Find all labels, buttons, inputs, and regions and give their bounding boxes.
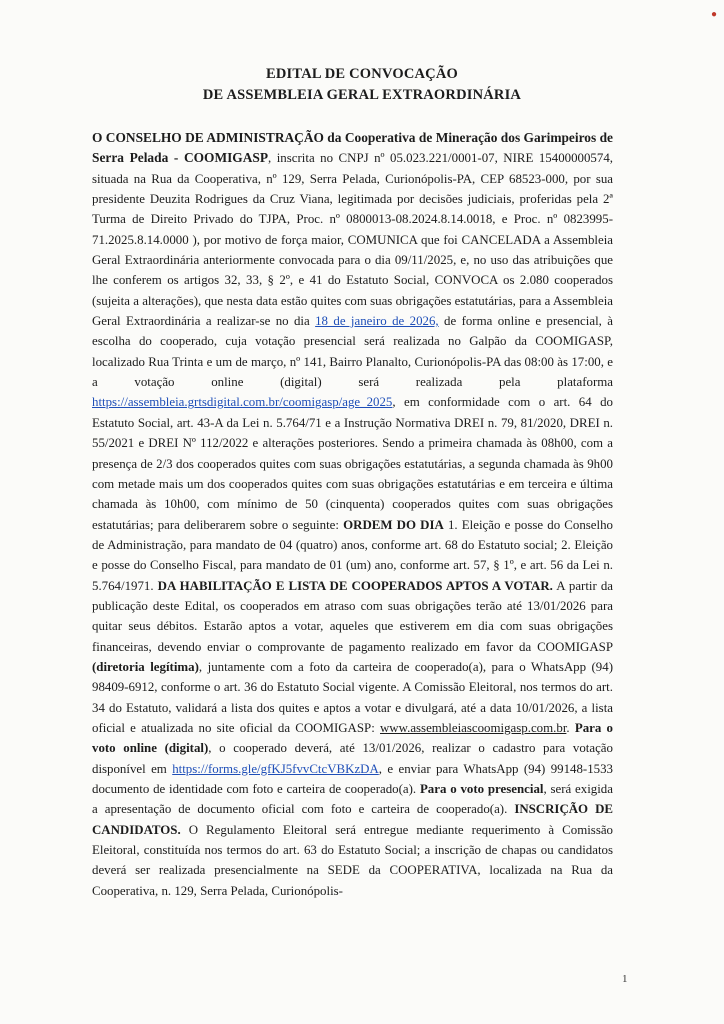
title-line-1: EDITAL DE CONVOCAÇÃO: [266, 66, 458, 82]
page-number: 1: [622, 973, 628, 985]
body-text-1: , inscrita no CNPJ nº 05.023.221/0001-07, NIRE 15400000574, situada na Rua da Cooperativa, nº 129, Serra Pelada, Curionópolis-PA, CEP 68523-000, por sua presidente Deuzita Rodrigues da Cruz Viana, legitimada por decisões judiciais, proferidas pela 2ª Turma de Direito Privado do TJPA, Proc. nº 0800013-08.2024.8.14.0018, e Proc. nº 0823995-71.2025.8.14.0000 ), por motivo de força maior, COMUNICA que foi CANCELADA a Assembleia Geral Extraordinária anteriormente convocada para o dia 09/11/2025, e, no uso das atribuições que lhe conferem os artigos 32, 33, § 2º, e 41 do Estatuto Social, CONVOCA os 2.080 cooperados (sujeita a alterações), que nesta data estão quites com suas obrigações estatutárias, para a Assembleia Geral Extraordinária a realizar-se no dia: [92, 151, 613, 329]
eligibility-heading: DA HABILITAÇÃO E LISTA DE COOPERADOS APTOS A VOTAR.: [157, 578, 553, 593]
council-name: O CONSELHO DE ADMINISTRAÇÃO da Cooperativa de Mineração dos Garimpeiros de Serra Pelada - COOMIGASP: [92, 130, 613, 166]
voting-platform-link[interactable]: https://assembleia.grtsdigital.com.br/coomigasp/age_2025: [92, 395, 393, 410]
edital-body: [92, 128, 613, 901]
title-line-2: DE ASSEMBLEIA GERAL EXTRAORDINÁRIA: [202, 87, 522, 103]
body-text-4: 1. Eleição e posse do Conselho de Administração, para mandato de 04 (quatro) anos, conforme art. 68 do Estatuto social; 2. Eleição e posse do Conselho Fiscal, para mandato de 01 (um) ano, conforme art. 57, § 1º, e art. 56 da Lei n. 5.764/1971.: [92, 517, 613, 593]
in-person-vote-heading: Para o voto presencial: [419, 782, 544, 796]
agenda-heading: ORDEM DO DIA: [343, 517, 444, 532]
body-text-9: , e enviar para WhatsApp (94) 99148-1533 documento de identidade com foto e carteira de cooperado(a).: [92, 761, 614, 796]
body-text-10: , será exigida a apresentação de documento oficial com foto e carteira de cooperado(a).: [92, 782, 613, 817]
body-text-6: , juntamente com a foto da carteira de cooperado(a), para o WhatsApp (94) 98409-6912, conforme o art. 36 do Estatuto Social vigente. A Comissão Eleitoral, nos termos do art. 34 do Estatuto, validará a lista dos quites e aptos a votar e divulgará, até a data 10/01/2026, a lista oficial e atualizada no site oficial da COOMIGASP:: [92, 659, 613, 735]
corner-mark: ●: [711, 9, 718, 20]
official-site: www.assembleiascoomigasp.com.br: [380, 720, 567, 735]
legitimate-board-note: (diretoria legítima): [92, 659, 199, 674]
registration-form-link[interactable]: https://forms.gle/gfKJ5fvvCtcVBKzDA: [172, 761, 379, 776]
body-text-3: , em conformidade com o art. 64 do Estatuto Social, art. 43-A da Lei n. 5.764/71 e a Instrução Normativa DREI n. 79, 81/2020, DREI n. 55/2021 e DREI Nº 112/2022 e alterações posteriores. Sendo a primeira chamada às 08h00, com a presença de 2/3 dos cooperados quites com suas obrigações estatutárias, a segunda chamada às 9h00 com metade mais um dos cooperados quites com suas obrigações estatutárias e em terceira e última chamada às 10h00, com mínimo de 50 (cinquenta) cooperados quites com suas obrigações estatutárias; para deliberarem sobre o seguinte:: [92, 395, 613, 532]
body-text-11: O Regulamento Eleitoral será entregue mediante requerimento à Comissão Eleitoral, constituída nos termos do art. 63 do Estatuto Social; a inscrição de chapas ou candidatos deverá ser realizada presencialmente na SEDE da COOPERATIVA, localizada na Rua da Cooperativa, n. 129, Serra Pelada, Curionópolis-: [92, 822, 613, 898]
body-text-2: de forma online e presencial, à escolha do cooperado, cuja votação presencial será realizada no Galpão da COOMIGASP, localizado Rua Trinta e um de março, nº 141, Bairro Planalto, Curionópolis-PA das 08:00 às 17:00, e a votação online (digital) será realizada pela plataforma: [92, 314, 613, 390]
body-text-5: A partir da publicação deste Edital, os cooperados em atraso com suas obrigações terão até 13/01/2026 para quitar seus débitos. Estarão aptos a votar, aqueles que estiverem em dia com suas obrigações financeiras, devendo enviar o comprovante de pagamento realizado em favor da COOMIGASP: [92, 578, 614, 654]
online-vote-heading: Para o voto online (digital): [92, 720, 613, 756]
assembly-date-link[interactable]: 18 de janeiro de 2026,: [315, 314, 439, 329]
body-text-7: .: [566, 720, 575, 735]
body-text-8: , o cooperado deverá, até 13/01/2026, realizar o cadastro para votação disponível em: [92, 741, 613, 776]
candidates-heading: INSCRIÇÃO DE CANDIDATOS.: [92, 802, 613, 837]
